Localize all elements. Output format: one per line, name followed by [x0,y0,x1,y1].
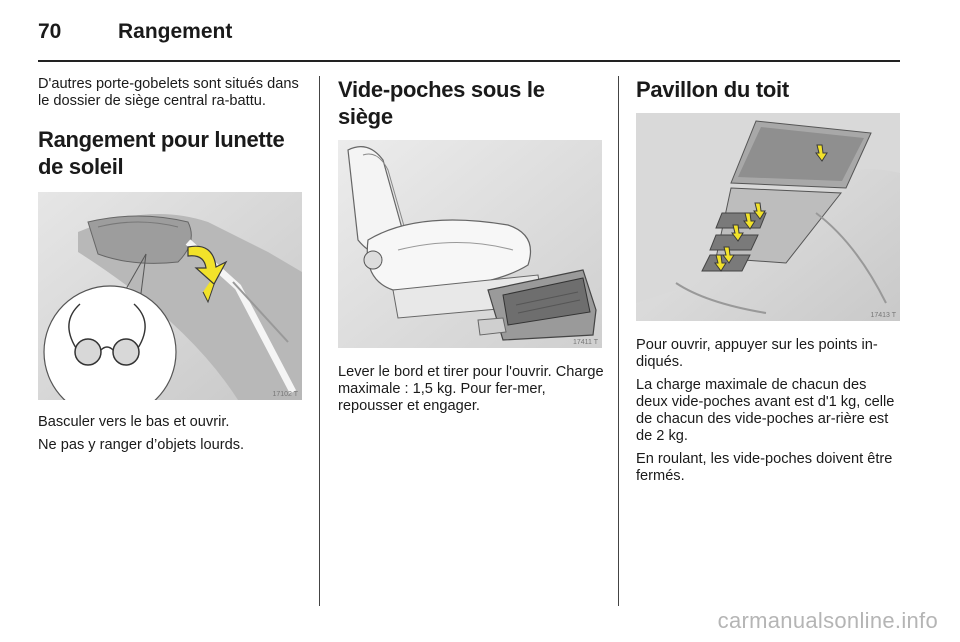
section-heading-roof: Pavillon du toit [636,77,789,102]
figure-code: 17411 T [572,339,598,346]
section-heading-sunglasses: Rangement pour lunette de soleil [38,127,285,179]
figure-code: 17102 T [272,391,298,398]
page-number: 70 [38,20,62,43]
paragraph: Lever le bord et tirer pour l'ouvrir. Charge maximale : 1,5 kg. Pour fer-mer, repousser et engager. [338,364,604,414]
paragraph: La charge maximale de chacun des deux vide-poches avant est d'1 kg, celle de chacun des vide-poches ar-rière est de 2 kg. [636,377,895,444]
roof-console-illustration [636,113,900,321]
header-rule [38,60,900,62]
paragraph: Ne pas y ranger d’objets lourds. [38,437,245,453]
figure-code: 17413 T [870,312,896,319]
seat-drawer-illustration [338,140,602,348]
paragraph: Pour ouvrir, appuyer sur les points in-diqués. [636,337,878,370]
paragraph: En roulant, les vide-poches doivent être fermés. [636,451,893,484]
chapter-title: Rangement [118,20,233,43]
column-3 [636,76,902,491]
sunglasses-illustration [38,192,302,400]
underseat-figure [338,140,602,348]
watermark: carmanualsonline.info [717,608,938,633]
column-2 [338,76,604,421]
roof-figure [636,113,900,321]
page-header [38,16,900,56]
intro-paragraph: D'autres porte-gobelets sont situés dans le dossier de siège central ra-battu. [38,76,299,109]
paragraph: Basculer vers le bas et ouvrir. [38,414,230,430]
column-divider [618,76,619,606]
column-divider [319,76,320,606]
section-heading-underseat: Vide-poches sous le siège [338,77,545,129]
sunglasses-figure [38,192,302,400]
column-1 [38,76,304,460]
